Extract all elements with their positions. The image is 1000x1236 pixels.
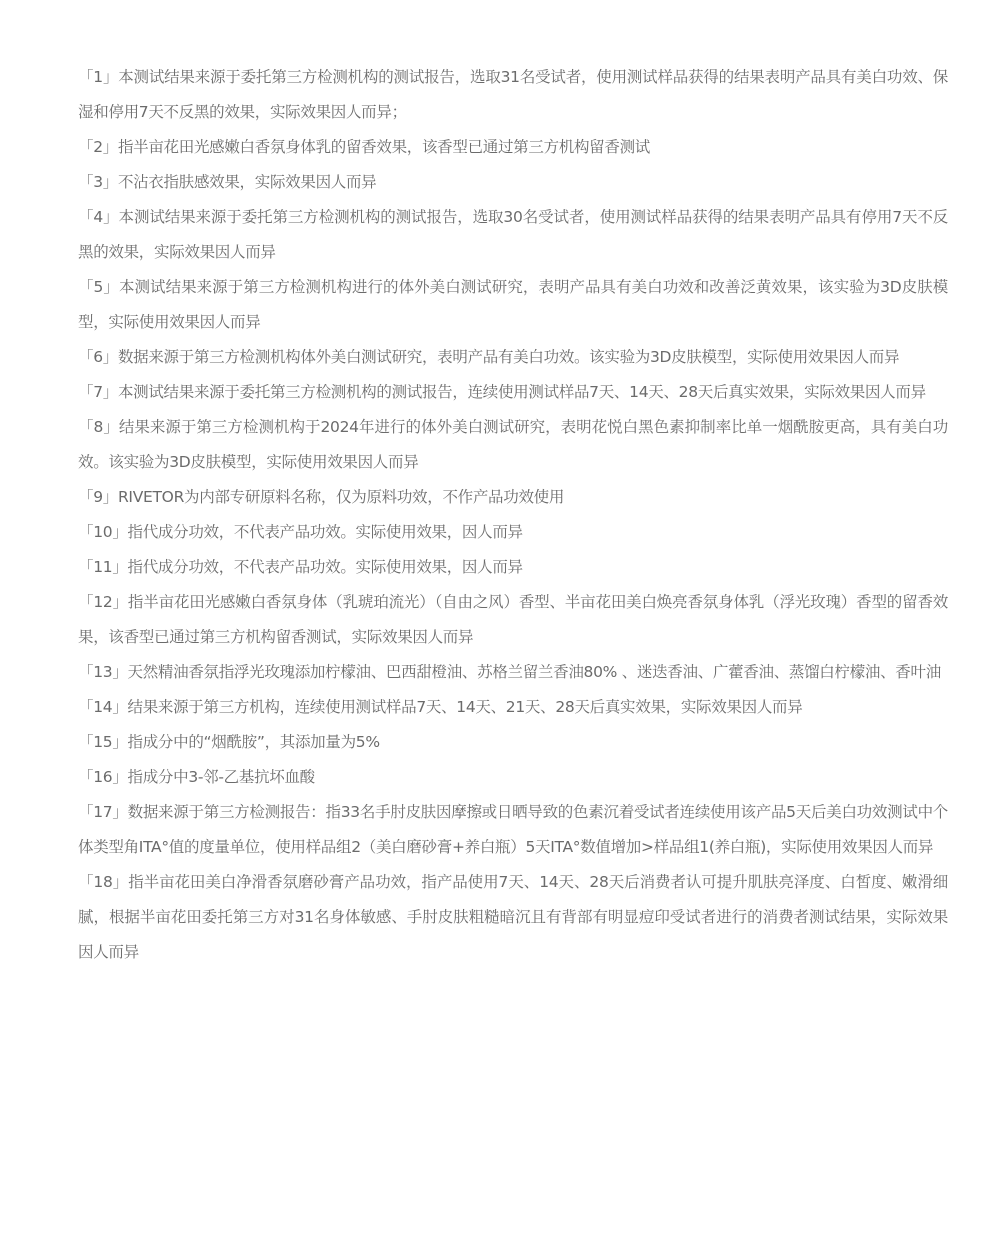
footnote-15: 「15」指成分中的“烟酰胺”，其添加量为5%: [78, 733, 380, 751]
footnote-4: 「4」本测试结果来源于委托第三方检测机构的测试报告，选取30名受试者，使用测试样品获得的结果表明产品具有停用7天不反黑的效果，实际效果因人而异: [78, 208, 948, 261]
footnote-5: 「5」本测试结果来源于第三方检测机构进行的体外美白测试研究，表明产品具有美白功效和改善泛黄效果，该实验为3D皮肤模型，实际使用效果因人而异: [78, 278, 948, 331]
footnote-1: 「1」本测试结果来源于委托第三方检测机构的测试报告，选取31名受试者，使用测试样品获得的结果表明产品具有美白功效、保湿和停用7天不反黑的效果，实际效果因人而异；: [78, 68, 948, 121]
footnote-11: 「11」指代成分功效，不代表产品功效。实际使用效果，因人而异: [78, 558, 523, 576]
footnote-17: 「17」数据来源于第三方检测报告：指33名手肘皮肤因摩擦或日晒导致的色素沉着受试者连续使用该产品5天后美白功效测试中个体类型角ITA°值的度量单位，使用样品组2（美白磨砂膏+养白瓶）5天ITA°数值增加>样品组1(养白瓶)，实际使用效果因人而异: [78, 803, 948, 856]
footnote-14: 「14」结果来源于第三方机构，连续使用测试样品7天、14天、21天、28天后真实效果，实际效果因人而异: [78, 698, 803, 716]
footnote-7: 「7」本测试结果来源于委托第三方检测机构的测试报告，连续使用测试样品7天、14天、28天后真实效果，实际效果因人而异: [78, 383, 926, 401]
footnote-10: 「10」指代成分功效，不代表产品功效。实际使用效果，因人而异: [78, 523, 523, 541]
footnote-18: 「18」指半亩花田美白净滑香氛磨砂膏产品功效，指产品使用7天、14天、28天后消费者认可提升肌肤亮泽度、白皙度、嫩滑细腻，根据半亩花田委托第三方对31名身体敏感、手肘皮肤粗糙暗沉且有背部有明显痘印受试者进行的消费者测试结果，实际效果因人而异: [78, 873, 948, 961]
footnote-12: 「12」指半亩花田光感嫩白香氛身体（乳琥珀流光）（自由之风）香型、半亩花田美白焕亮香氛身体乳（浮光玫瑰）香型的留香效果，该香型已通过第三方机构留香测试，实际效果因人而异: [78, 593, 948, 646]
footnote-2: 「2」指半亩花田光感嫩白香氛身体乳的留香效果，该香型已通过第三方机构留香测试: [78, 138, 650, 156]
footnote-9: 「9」RIVETOR为内部专研原料名称，仅为原料功效，不作产品功效使用: [78, 488, 565, 506]
footnote-6: 「6」数据来源于第三方检测机构体外美白测试研究，表明产品有美白功效。该实验为3D皮肤模型，实际使用效果因人而异: [78, 348, 900, 366]
footnote-13: 「13」天然精油香氛指浮光玫瑰添加柠檬油、巴西甜橙油、苏格兰留兰香油80% 、迷迭香油、广藿香油、蒸馏白柠檬油、香叶油: [78, 663, 941, 681]
footnote-3: 「3」不沾衣指肤感效果，实际效果因人而异: [78, 173, 377, 191]
footnote-8: 「8」结果来源于第三方检测机构于2024年进行的体外美白测试研究，表明花悦白黑色素抑制率比单一烟酰胺更高，具有美白功效。该实验为3D皮肤模型，实际使用效果因人而异: [78, 418, 948, 471]
footnote-list: [78, 60, 948, 970]
footnote-16: 「16」指成分中3-邻-乙基抗坏血酸: [78, 768, 315, 786]
